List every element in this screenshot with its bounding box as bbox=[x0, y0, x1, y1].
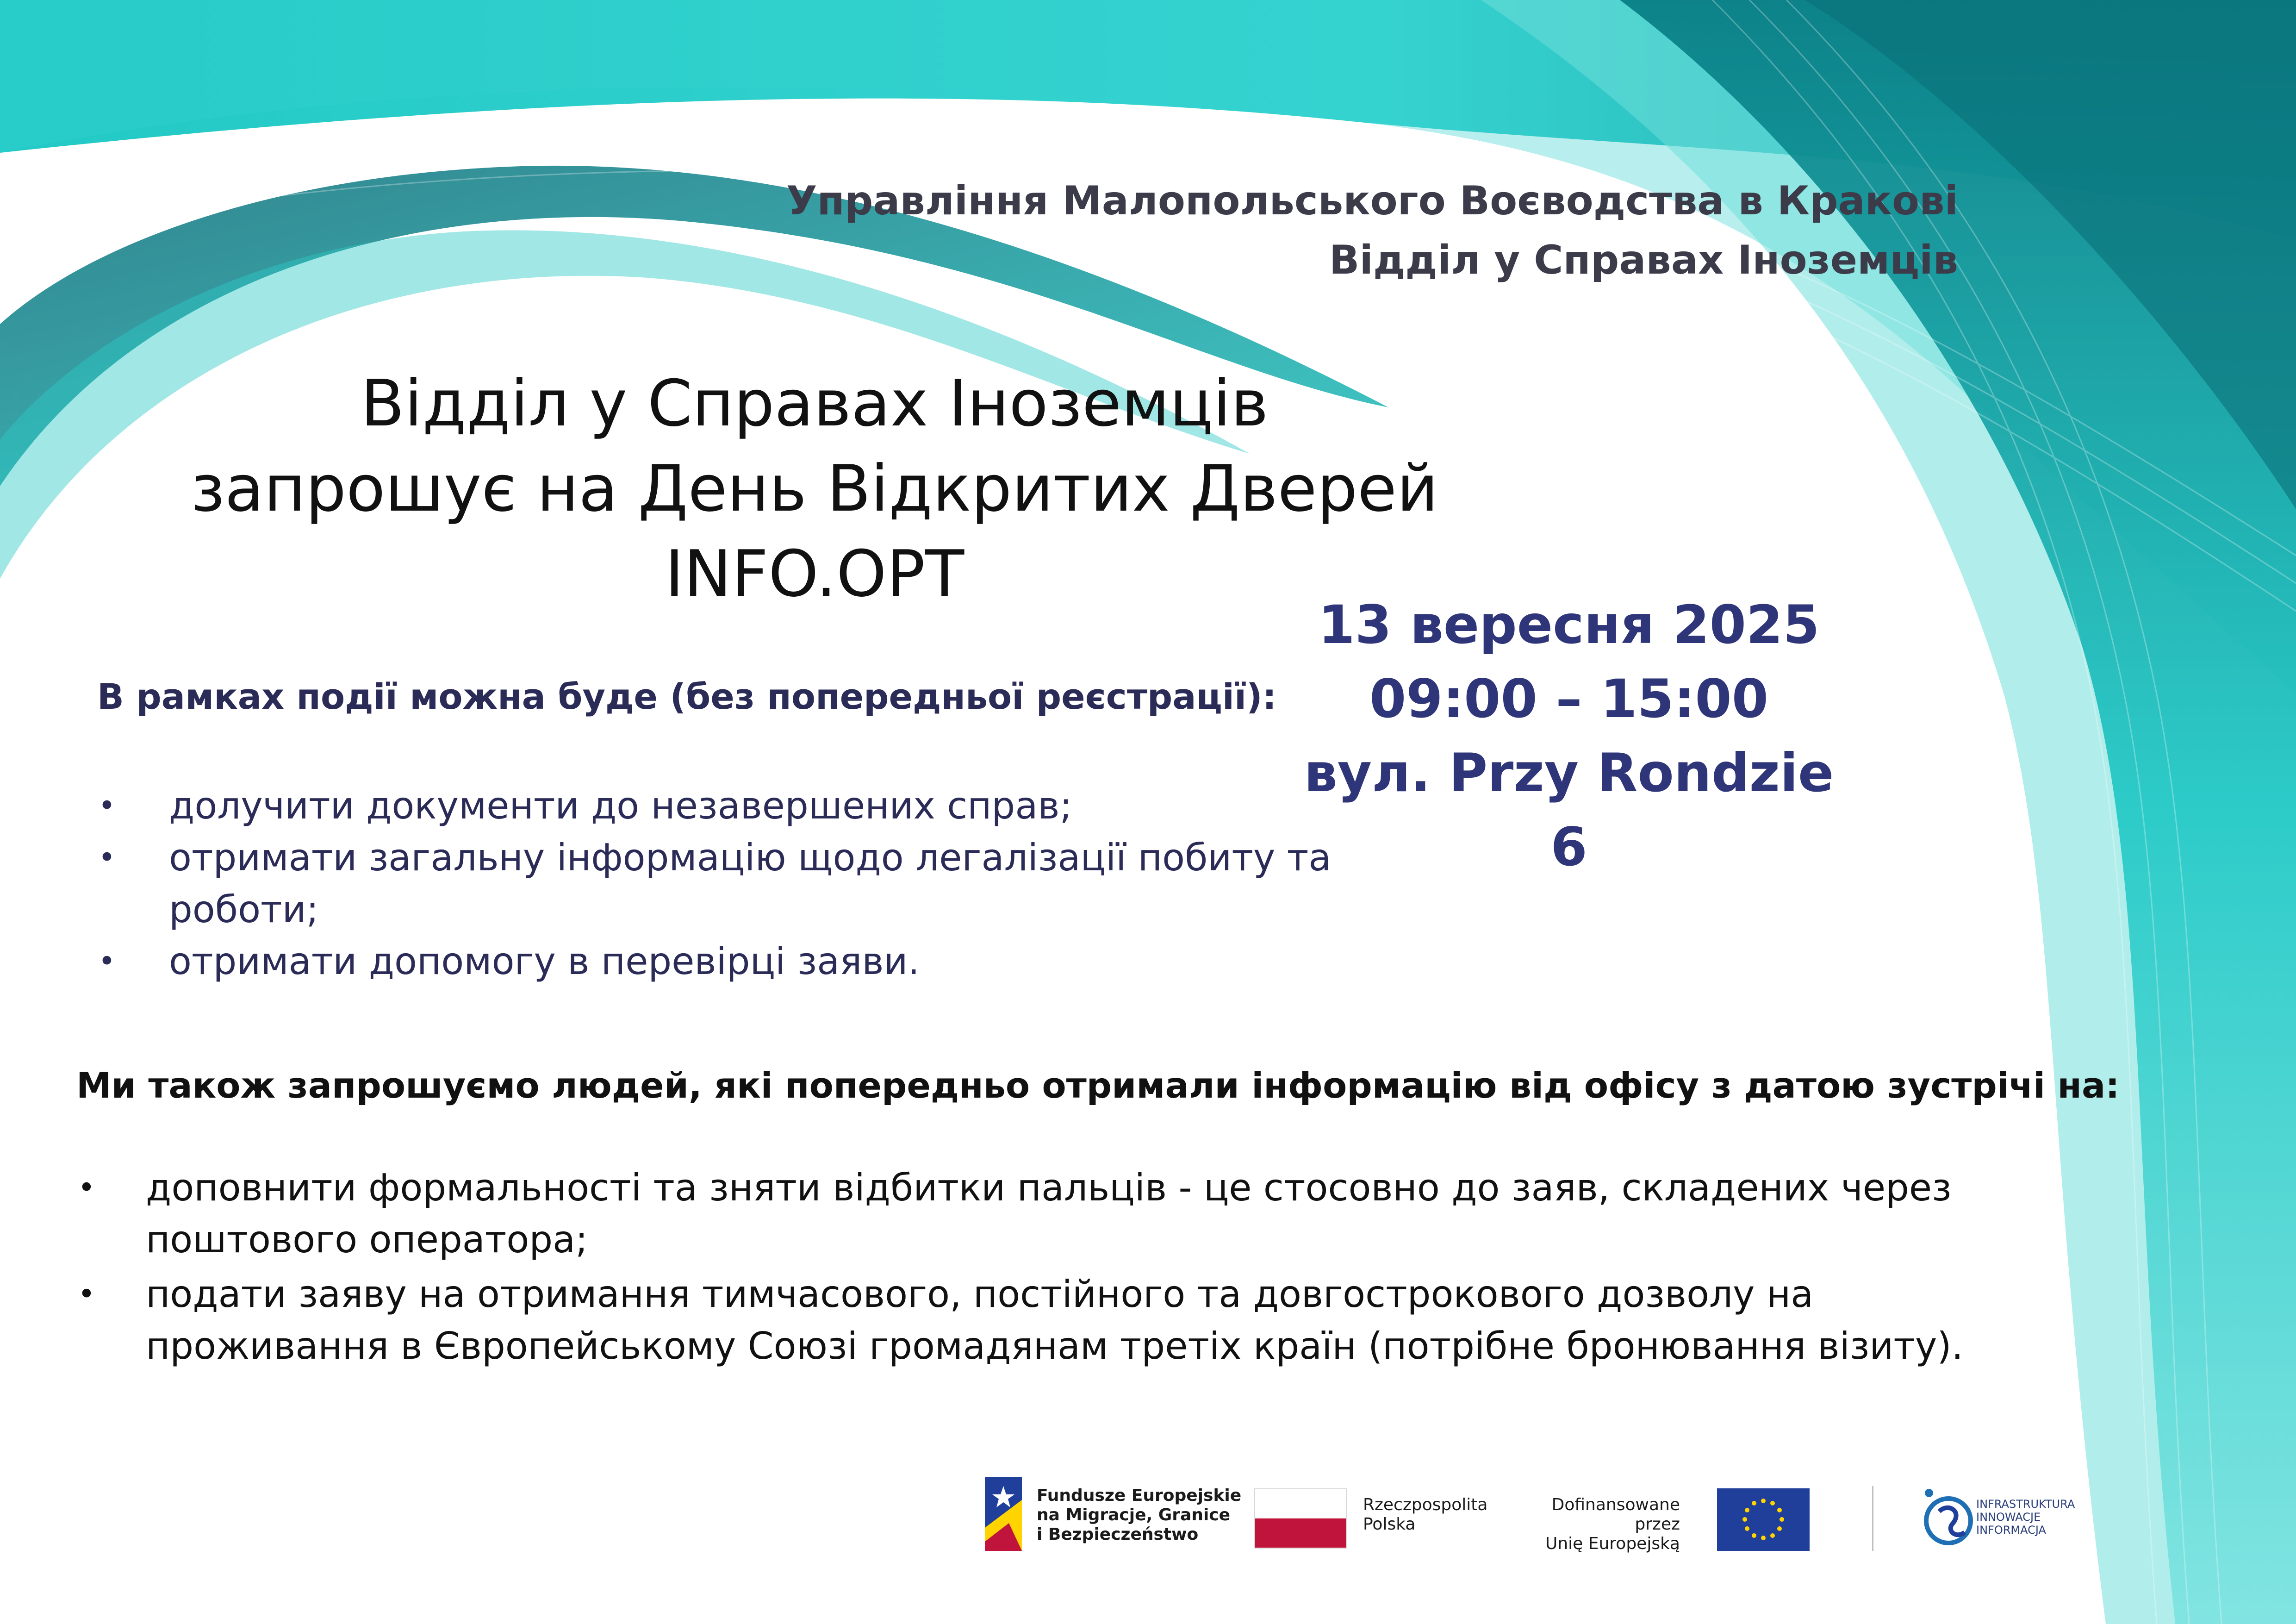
poland-logo-text bbox=[1363, 1495, 1487, 1534]
event-address: вул. Przy Rondzie 6 bbox=[1304, 742, 1834, 878]
event-time: 09:00 – 15:00 bbox=[1369, 668, 1769, 730]
list-item-text: отримати загальну інформацію щодо легалізації побиту та роботи; bbox=[169, 836, 1332, 931]
header-line-voivodeship: Управління Малопольського Воєводства в Кракові bbox=[786, 178, 1958, 224]
poland-line-2: Polska bbox=[1363, 1515, 1416, 1534]
section1-list bbox=[93, 780, 1481, 987]
section2-intro: Ми також запрошуємо людей, які попередньо отримали інформацію від офісу з датою зустрічі на: bbox=[76, 1065, 2120, 1106]
list-item-text: долучити документи до незавершених справ; bbox=[169, 784, 1072, 827]
section1-intro: В рамках події можна буде (без попередньої реєстрації): bbox=[97, 676, 1277, 717]
eu-line-1: Dofinansowane przez bbox=[1551, 1495, 1680, 1534]
eu-logo-text bbox=[1527, 1495, 1680, 1554]
bullet-icon: • bbox=[78, 1277, 95, 1312]
bullet-icon: • bbox=[98, 789, 116, 823]
list-item-text: подати заяву на отримання тимчасового, постійного та довгострокового дозволу на проживання в Європейському Союзі громадянам третіх країн (потрібне бронювання візиту). bbox=[146, 1273, 1963, 1368]
bullet-icon: • bbox=[98, 944, 116, 979]
poland-flag-icon bbox=[1254, 1488, 1347, 1549]
poland-line-1: Rzeczpospolita bbox=[1363, 1495, 1488, 1514]
iii-line-2: INNOWACJE bbox=[1976, 1511, 2041, 1524]
iii-line-3: INFORMACJA bbox=[1976, 1524, 2046, 1537]
funding-logos-strip bbox=[967, 1472, 2097, 1565]
title-line-2: запрошує на День Відкритих Дверей bbox=[191, 451, 1438, 526]
eu-flag-icon bbox=[1717, 1488, 1810, 1551]
list-item-text: отримати допомогу в перевірці заяви. bbox=[169, 940, 920, 983]
iii-line-1: INFRASTRUKTURA bbox=[1976, 1498, 2075, 1511]
section2-list bbox=[74, 1162, 2064, 1375]
eu-line-2: Unię Europejską bbox=[1545, 1534, 1680, 1553]
header-line-department: Відділ у Справах Іноземців bbox=[1329, 237, 1958, 283]
list-item bbox=[93, 832, 1481, 936]
bullet-icon: • bbox=[78, 1171, 95, 1205]
list-item bbox=[93, 936, 1481, 987]
iii-logo-icon bbox=[1921, 1484, 1976, 1553]
fund-line-1: Fundusze Europejskie bbox=[1037, 1486, 1242, 1505]
event-date: 13 вересня 2025 bbox=[1318, 594, 1820, 656]
logo-divider bbox=[1872, 1486, 1873, 1551]
title-line-1: Відділ у Справах Іноземців bbox=[361, 366, 1269, 441]
bullet-icon: • bbox=[98, 841, 116, 875]
fundusze-europejskie-logo bbox=[981, 1472, 1027, 1555]
list-item bbox=[93, 780, 1481, 832]
fund-line-2: na Migracje, Granice bbox=[1037, 1505, 1231, 1524]
list-item-text: доповнити формальності та зняти відбитки пальців - це стосовно до заяв, складених через поштового оператора; bbox=[146, 1166, 1952, 1261]
fund-line-3: i Bezpieczeństwo bbox=[1037, 1525, 1199, 1544]
list-item bbox=[74, 1268, 2064, 1372]
office-header bbox=[786, 171, 1958, 290]
fund-logo-text bbox=[1037, 1486, 1241, 1544]
iii-logo-text bbox=[1976, 1498, 2075, 1537]
list-item bbox=[74, 1162, 2064, 1266]
page-title bbox=[167, 361, 1462, 617]
title-line-3: INFO.OPT bbox=[665, 537, 964, 611]
